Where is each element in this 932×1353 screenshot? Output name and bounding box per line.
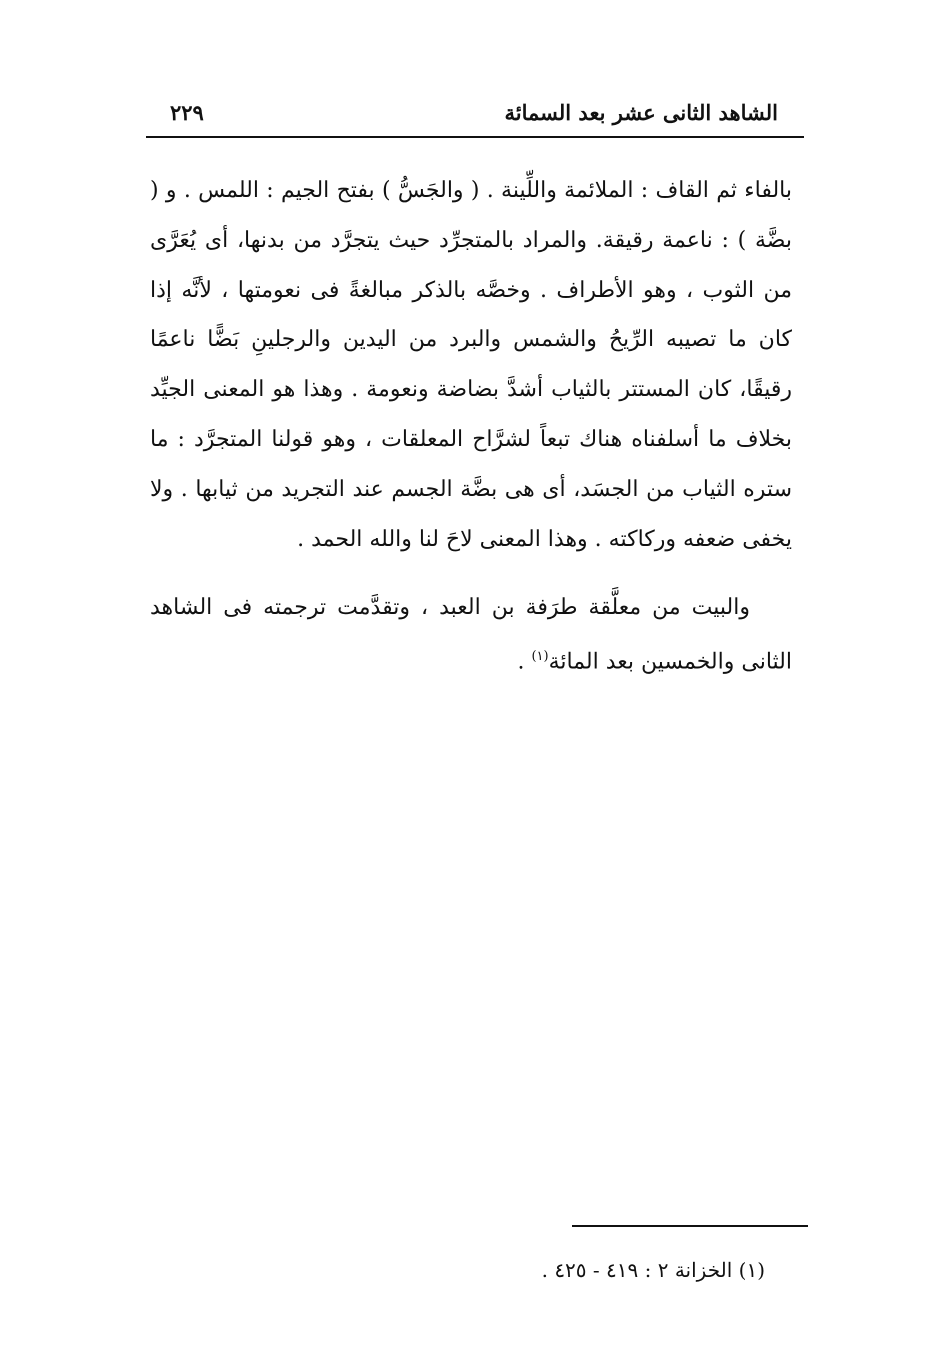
header-rule: [146, 136, 804, 138]
footnote-rule: [572, 1225, 808, 1227]
paragraph-2-end: .: [517, 649, 532, 675]
running-title: الشاهد الثانى عشر بعد السمائة: [504, 100, 778, 125]
paragraph-2-text: والبيت من معلَّقة طرَفة بن العبد ، وتقدَّمت ترجمته فى الشاهد الثانى والخمسين بعد المائة: [150, 595, 792, 675]
footnote-reference: (١): [531, 649, 549, 664]
running-header: [160, 100, 800, 130]
page-number: ٢٢٩: [170, 100, 204, 125]
footnote-1: (١) الخزانة ٢ : ٤١٩ - ٤٢٥ .: [541, 1258, 765, 1282]
paragraph-1-text: بالفاء ثم القاف : الملائمة واللِّينة . ( والجَسُّ ) بفتح الجيم : اللمس . و ( بضَّة ) : ناعمة رقيقة. والمراد بالمتجرِّد حيث يتجرَّد من بدنها، أى يُعَرَّى من الثوب ، وهو الأطراف . وخصَّه بالذكر مبالغةً فى نعومتها ، لأنَّه إذا كان ما تصيبه الرِّيحُ والشمس والبرد من اليدين والرجلينِ بَضًّا ناعمًا رقيقًا، كان المستتر بالثياب أشدَّ بضاضة ونعومة . وهذا هو المعنى الجيِّد بخلاف ما أسلفناه هناك تبعاً لشرَّاح المعلقات ، وهو قولنا المتجرَّد : ما ستره الثياب من الجسَد، أى هى بضَّة الجسم عند التجريد من ثيابها . ولا يخفى ضعفه وركاكته . وهذا المعنى لاحَ لنا والله الحمد .: [150, 178, 792, 552]
body-paragraph-2: [150, 583, 792, 686]
body-paragraph-1: [150, 166, 792, 564]
